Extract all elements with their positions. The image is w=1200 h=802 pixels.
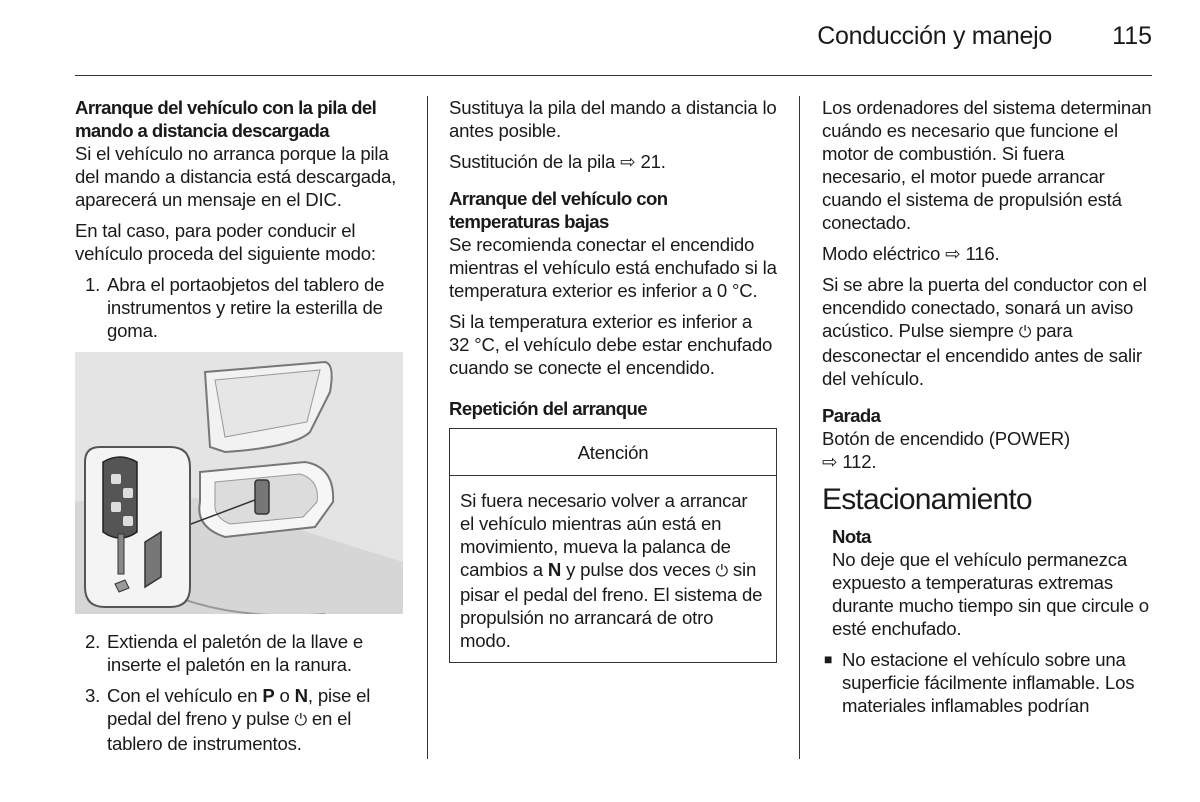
page-header (0, 22, 1152, 62)
list-item (75, 273, 407, 342)
list-item (822, 648, 1152, 717)
note-label: Nota (832, 526, 871, 547)
column-divider-2 (799, 96, 800, 759)
step-text: Abra el portaobjetos del tablero de instrumentos y retire la esterilla de goma. (107, 274, 385, 341)
gear-p: P (262, 685, 275, 706)
paragraph: Si el vehículo no arranca porque la pila del mando a distancia está descargada, aparecerá un mensaje en el DIC. (75, 143, 397, 210)
power-icon: ⏻ (715, 563, 728, 580)
attention-box-body: Si fuera necesario volver a arrancar el vehículo mientras aún está en movimiento, mueva la palanca de cambios a N y pulse dos veces ⏻ sin pisar el pedal del freno. El sistema de propulsión no arrancará de otro modo. (460, 490, 763, 651)
bullet-text: No estacione el vehículo sobre una superficie fácilmente inflamable. Los materiales inflamables podrían (842, 649, 1135, 716)
list-item (75, 684, 407, 755)
paragraph: Si se abre la puerta del conductor con el encendido conectado, sonará un aviso acústico. Pulse siempre ⏻ para desconectar el encendido antes de salir del vehículo. (822, 274, 1147, 389)
steps-list (75, 273, 407, 342)
paragraph: Los ordenadores del sistema determinan cuándo es necesario que funcione el motor de combustión. Si fuera necesario, el motor puede arrancar cuando el sistema de propulsión está conectado. (822, 97, 1152, 233)
gear-n: N (547, 559, 562, 580)
section-heading-low-battery: Arranque del vehículo con la pila del mando a distancia descargada (75, 97, 377, 141)
column-3 (822, 96, 1152, 717)
column-1 (75, 96, 407, 763)
note-text: No deje que el vehículo permanezca expuesto a temperaturas extremas durante mucho tiempo sin que circule o esté enchufado. (832, 549, 1149, 639)
power-icon: ⏻ (294, 712, 307, 729)
bullet-square-icon: ■ (824, 651, 833, 667)
list-item (75, 630, 407, 676)
section-heading-low-temperature: Arranque del vehículo con temperaturas bajas (449, 188, 668, 232)
step-text: Extienda el paletón de la llave e inserte el paletón en la ranura. (107, 631, 363, 675)
page-reference-link[interactable]: ⇨ 112. (822, 451, 877, 472)
chapter-heading-parking: Estacionamiento (822, 483, 1032, 516)
console-key-slot-illustration (75, 352, 403, 614)
power-icon: ⏻ (1018, 324, 1032, 341)
attention-box (449, 428, 777, 663)
section-heading-stop: Parada (822, 405, 881, 426)
paragraph: En tal caso, para poder conducir el vehículo proceda del siguiente modo: (75, 220, 376, 264)
step-number: 1. (85, 274, 101, 295)
page-reference-link[interactable]: ⇨ 21. (620, 151, 666, 172)
key-insertion-illustration (75, 352, 403, 614)
paragraph: Si la temperatura exterior es inferior a 32 °C, el vehículo debe estar enchufado cuando se conecte el encendido. (449, 311, 773, 378)
note-block (822, 525, 1152, 640)
paragraph: Se recomienda conectar el encendido mientras el vehículo está enchufado si la temperatura exterior es inferior a 0 °C. (449, 234, 777, 301)
paragraph: Sustitución de la pila ⇨ 21. (449, 151, 666, 172)
steps-list-continued (75, 630, 407, 755)
column-divider-1 (427, 96, 428, 759)
paragraph: Modo eléctrico ⇨ 116. (822, 243, 1000, 264)
page-title: Conducción y manejo (817, 22, 1052, 50)
step-text: Con el vehículo en P o N, pise el pedal del freno y pulse ⏻ en el tablero de instrumentos. (107, 685, 371, 754)
page-reference-link[interactable]: ⇨ 116. (945, 243, 1000, 264)
section-heading-restart: Repetición del arranque (449, 398, 648, 419)
column-2 (449, 96, 777, 663)
step-number: 3. (85, 685, 101, 706)
attention-box-title: Atención (450, 429, 776, 476)
step-number: 2. (85, 631, 101, 652)
paragraph: Sustituya la pila del mando a distancia lo antes posible. (449, 97, 777, 141)
page-number: 115 (1112, 22, 1152, 50)
header-rule (75, 75, 1152, 76)
paragraph: Botón de encendido (POWER) ⇨ 112. (822, 428, 1071, 472)
gear-n: N (294, 685, 308, 706)
